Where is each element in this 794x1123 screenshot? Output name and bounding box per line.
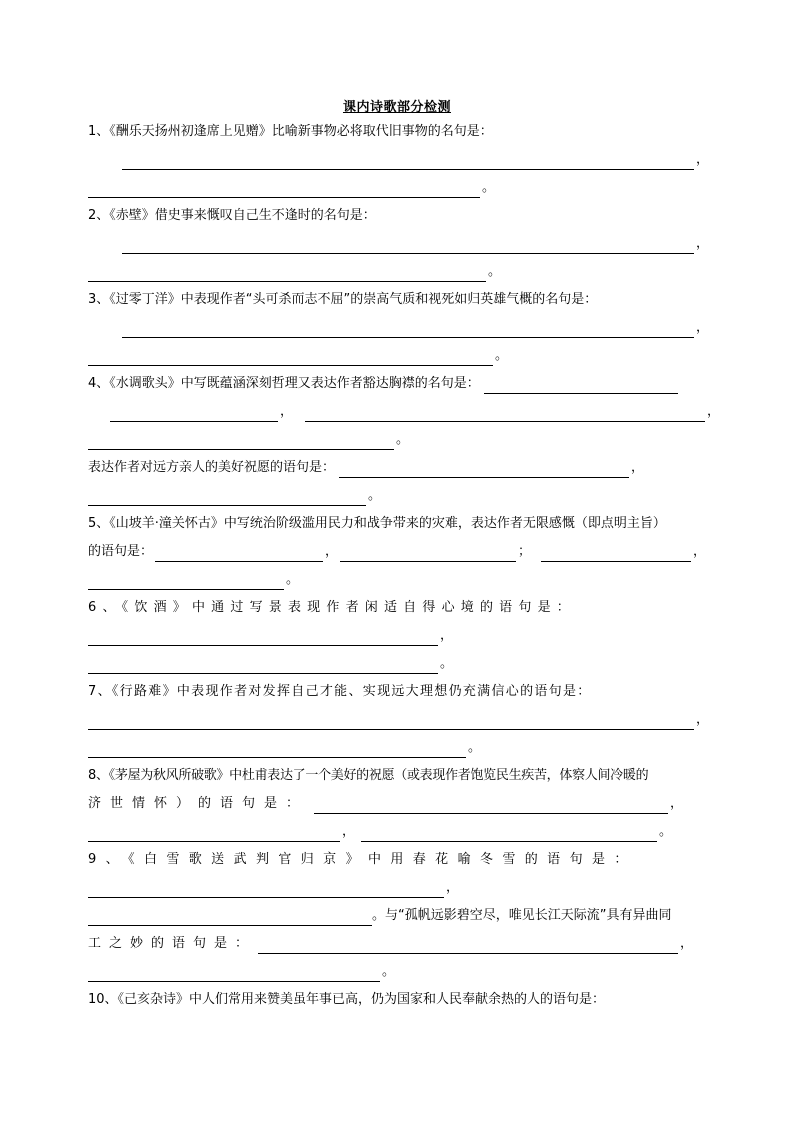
answer-line: 。 [88, 430, 708, 450]
answer-line: 。 [88, 486, 708, 506]
answer-blank[interactable] [88, 181, 480, 198]
answer-blank[interactable] [88, 349, 493, 366]
answer-line: 济世情怀）的语句是： ， [88, 794, 708, 814]
answer-blank[interactable] [110, 405, 278, 422]
question-prompt-cont: 的语句是： [88, 544, 154, 559]
question-3 [88, 290, 708, 310]
question-7 [88, 682, 708, 702]
answer-line: ， [88, 318, 708, 338]
question-8 [88, 766, 708, 786]
answer-blank[interactable] [88, 629, 438, 646]
answer-blank[interactable] [122, 321, 694, 338]
question-6 [88, 598, 708, 618]
answer-blank[interactable] [258, 937, 678, 954]
answer-blank[interactable] [88, 657, 438, 674]
answer-line: 的语句是： ， ； ， [88, 542, 708, 562]
answer-line: 。 [88, 962, 708, 982]
answer-line [88, 906, 708, 926]
question-prompt-cont: 济世情怀）的语句是： [88, 796, 309, 811]
answer-blank[interactable] [88, 741, 466, 758]
answer-blank[interactable] [541, 545, 691, 562]
answer-line: ， ， [88, 402, 708, 422]
answer-blank[interactable] [314, 797, 668, 814]
answer-blank[interactable] [305, 405, 705, 422]
answer-line: 工之妙的语句是： ， [88, 934, 708, 954]
question-4-part-2: 表达作者对远方亲人的美好祝愿的语句是： ， [88, 458, 708, 478]
answer-blank[interactable] [88, 573, 284, 590]
question-prompt: 7、《行路难》中表现作者对发挥自己才能、实现远大理想仍充满信心的语句是： [88, 684, 592, 699]
answer-blank[interactable] [88, 825, 340, 842]
answer-line: 。 [88, 178, 708, 198]
question-prompt: 2、《赤壁》借史事来慨叹自己生不逢时的名句是： [88, 208, 376, 223]
answer-blank[interactable] [88, 965, 380, 982]
answer-blank[interactable] [88, 713, 694, 730]
answer-blank[interactable] [122, 237, 694, 254]
question-prompt: 。与“孤帆远影碧空尽，唯见长江天际流”具有异曲同 [372, 908, 672, 923]
question-prompt: 10、《己亥杂诗》中人们常用来赞美虽年事已高，仍为国家和人民奉献余热的人的语句是： [88, 992, 606, 1007]
answer-blank[interactable] [340, 545, 516, 562]
answer-blank[interactable] [361, 825, 657, 842]
question-2 [88, 206, 708, 226]
question-9 [88, 850, 708, 870]
answer-line: 。 [88, 570, 708, 590]
answer-line: ， [88, 626, 708, 646]
answer-blank[interactable] [339, 461, 629, 478]
question-prompt: 6、《饮酒》中通过写景表现作者闲适自得心境的语句是： [88, 600, 576, 615]
page-title: 课内诗歌部分检测 [342, 100, 451, 115]
answer-line: ， [88, 150, 708, 170]
question-10 [88, 990, 708, 1010]
answer-blank[interactable] [88, 265, 486, 282]
answer-line: ， 。 [88, 822, 708, 842]
question-5 [88, 514, 708, 534]
answer-line: 。 [88, 262, 708, 282]
question-prompt: 5、《山坡羊·潼关怀古》中写统治阶级滥用民力和战争带来的灾难，表达作者无限感慨（即点明主旨） [88, 516, 666, 531]
answer-blank[interactable] [88, 881, 444, 898]
answer-line: ， [88, 710, 708, 730]
question-prompt: 3、《过零丁洋》中表现作者“头可杀而志不屈”的崇高气质和视死如归英雄气概的名句是： [88, 292, 598, 307]
answer-line: 。 [88, 738, 708, 758]
answer-line: 。 [88, 654, 708, 674]
answer-blank[interactable] [88, 909, 372, 926]
answer-line: ， [88, 234, 708, 254]
question-prompt: 4、《水调歌头》中写既蕴涵深刻哲理又表达作者豁达胸襟的名句是： [88, 376, 480, 391]
question-prompt: 1、《酬乐天扬州初逢席上见赠》比喻新事物必将取代旧事物的名句是： [88, 124, 493, 139]
answer-line: 。 [88, 346, 708, 366]
question-prompt-cont: 工之妙的语句是： [88, 936, 257, 951]
answer-blank[interactable] [88, 433, 394, 450]
question-prompt: 8、《茅屋为秋风所破歌》中杜甫表达了一个美好的祝愿（或表现作者饱览民生疾苦，体察人间冷暖的 [88, 768, 649, 783]
question-prompt: 表达作者对远方亲人的美好祝愿的语句是： [88, 460, 336, 475]
answer-blank[interactable] [484, 377, 678, 394]
answer-line: ， [88, 878, 708, 898]
answer-blank[interactable] [88, 489, 366, 506]
answer-blank[interactable] [155, 545, 323, 562]
question-1 [88, 122, 708, 142]
question-4 [88, 374, 708, 394]
answer-blank[interactable] [122, 153, 694, 170]
question-prompt: 9、《白雪歌送武判官归京》中用春花喻冬雪的语句是： [88, 852, 637, 867]
